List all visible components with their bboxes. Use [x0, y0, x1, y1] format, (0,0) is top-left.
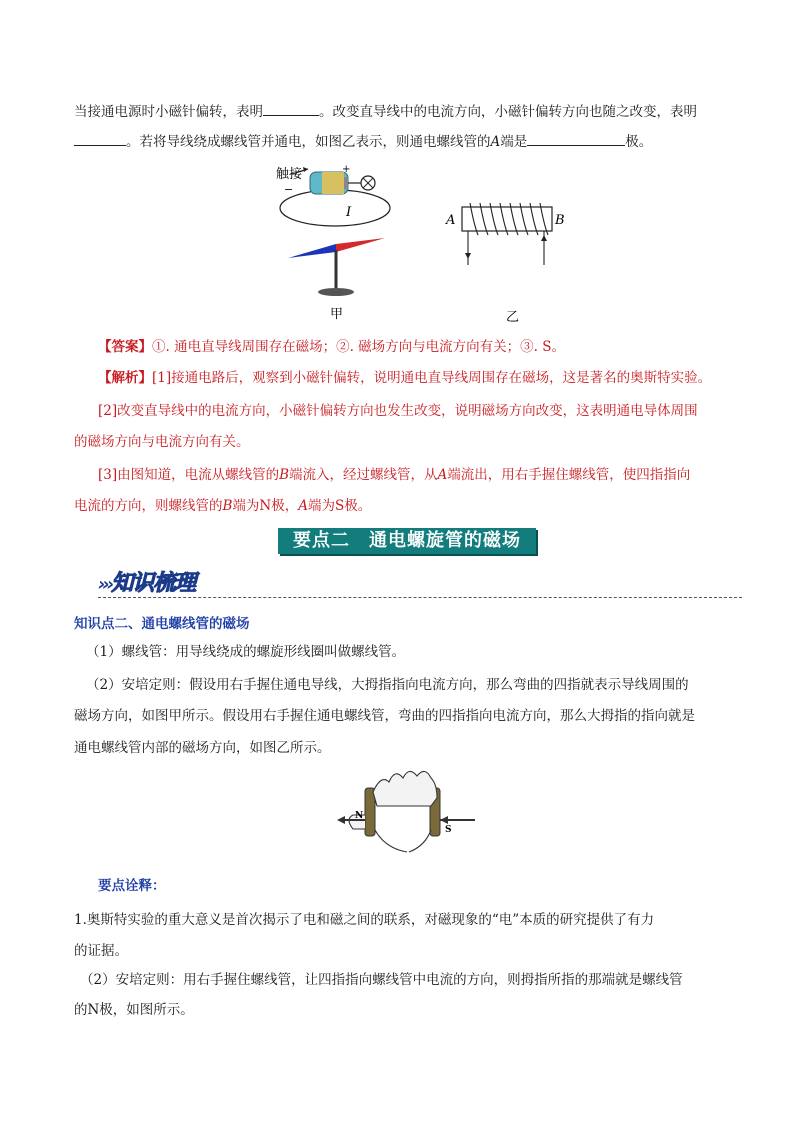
minus-sign: −: [284, 183, 294, 196]
figure-yi-solenoid: [440, 195, 580, 325]
analysis-line-5: 电流的方向，则螺线管的B端为N极，A端为S极。: [74, 498, 372, 514]
knowledge-line-1: （1）螺线管：用导线绕成的螺旋形线圈叫做螺线管。: [86, 644, 406, 660]
key-point-line-3: （2）安培定则：用右手握住螺线管，让四指指向螺线管中电流的方向，则拇指所指的那端就是螺线管: [80, 972, 683, 988]
knowledge-logo: ›››知识梳理: [98, 571, 196, 596]
end-a-label: A: [446, 213, 456, 228]
key-point-line-2: 的证据。: [74, 943, 128, 959]
key-point-line-1: 1.奥斯特实验的重大意义是首次揭示了电和磁之间的联系，对磁现象的“电”本质的研究提供了有力: [74, 912, 655, 928]
figure-jia-oersted: [270, 160, 400, 325]
dashed-divider: [98, 597, 742, 598]
answer-line: 【答案】①. 通电直导线周围存在磁场；②. 磁场方向与电流方向有关；③. S。: [98, 339, 565, 355]
key-point-line-4: 的N极，如图所示。: [74, 1002, 194, 1018]
key-points-title: 要点诠释：: [98, 878, 166, 894]
knowledge-point-title: 知识点二、通电螺线管的磁场: [74, 616, 250, 632]
n-pole-label: N: [355, 811, 364, 821]
answer-blank-3[interactable]: [527, 131, 625, 146]
analysis-line-1: 【解析】[1]接通电路后，观察到小磁针偏转，说明通电直导线周围存在磁场，这是著名的奥斯特实验。: [98, 370, 712, 386]
section-banner: 要点二 通电螺旋管的磁场: [278, 528, 536, 554]
figure-jia-caption: 甲: [330, 307, 344, 322]
end-b-label: B: [555, 213, 565, 228]
question-line-2: 。若将导线绕成螺线管并通电，如图乙表示，则通电螺线管的A端是 极。: [74, 131, 734, 152]
plus-sign: +: [342, 164, 351, 175]
knowledge-line-4: 通电螺线管内部的磁场方向，如图乙所示。: [74, 740, 331, 756]
knowledge-line-2: （2）安培定则：假设用右手握住通电导线，大拇指指向电流方向，那么弯曲的四指就表示导线周围的: [86, 677, 689, 693]
knowledge-line-3: 磁场方向，如图甲所示。假设用右手握住通电螺线管，弯曲的四指指向电流方向，那么大拇指的指向就是: [74, 708, 695, 724]
figure-yi-caption: 乙: [506, 310, 520, 325]
question-line-1: 当接通电源时小磁针偏转，表明 。改变直导线中的电流方向，小磁针偏转方向也随之改变，表明: [74, 101, 734, 122]
analysis-line-4: [3]由图知道，电流从螺线管的B端流入，经过螺线管，从A端流出，用右手握住螺线管，使四指指向: [98, 467, 691, 483]
s-pole-label: S: [445, 825, 452, 835]
right-hand-rule-figure: [335, 770, 485, 855]
current-label: I: [346, 205, 352, 220]
answer-blank-2[interactable]: [74, 131, 126, 146]
touch-label: 触接: [276, 167, 303, 182]
analysis-line-2: [2]改变直导线中的电流方向，小磁针偏转方向也发生改变，说明磁场方向改变，这表明通电导体周围: [98, 403, 698, 419]
answer-blank-1[interactable]: [263, 101, 319, 116]
chevrons-icon: ›››: [98, 574, 112, 595]
analysis-line-3: 的磁场方向与电流方向有关。: [74, 434, 250, 450]
